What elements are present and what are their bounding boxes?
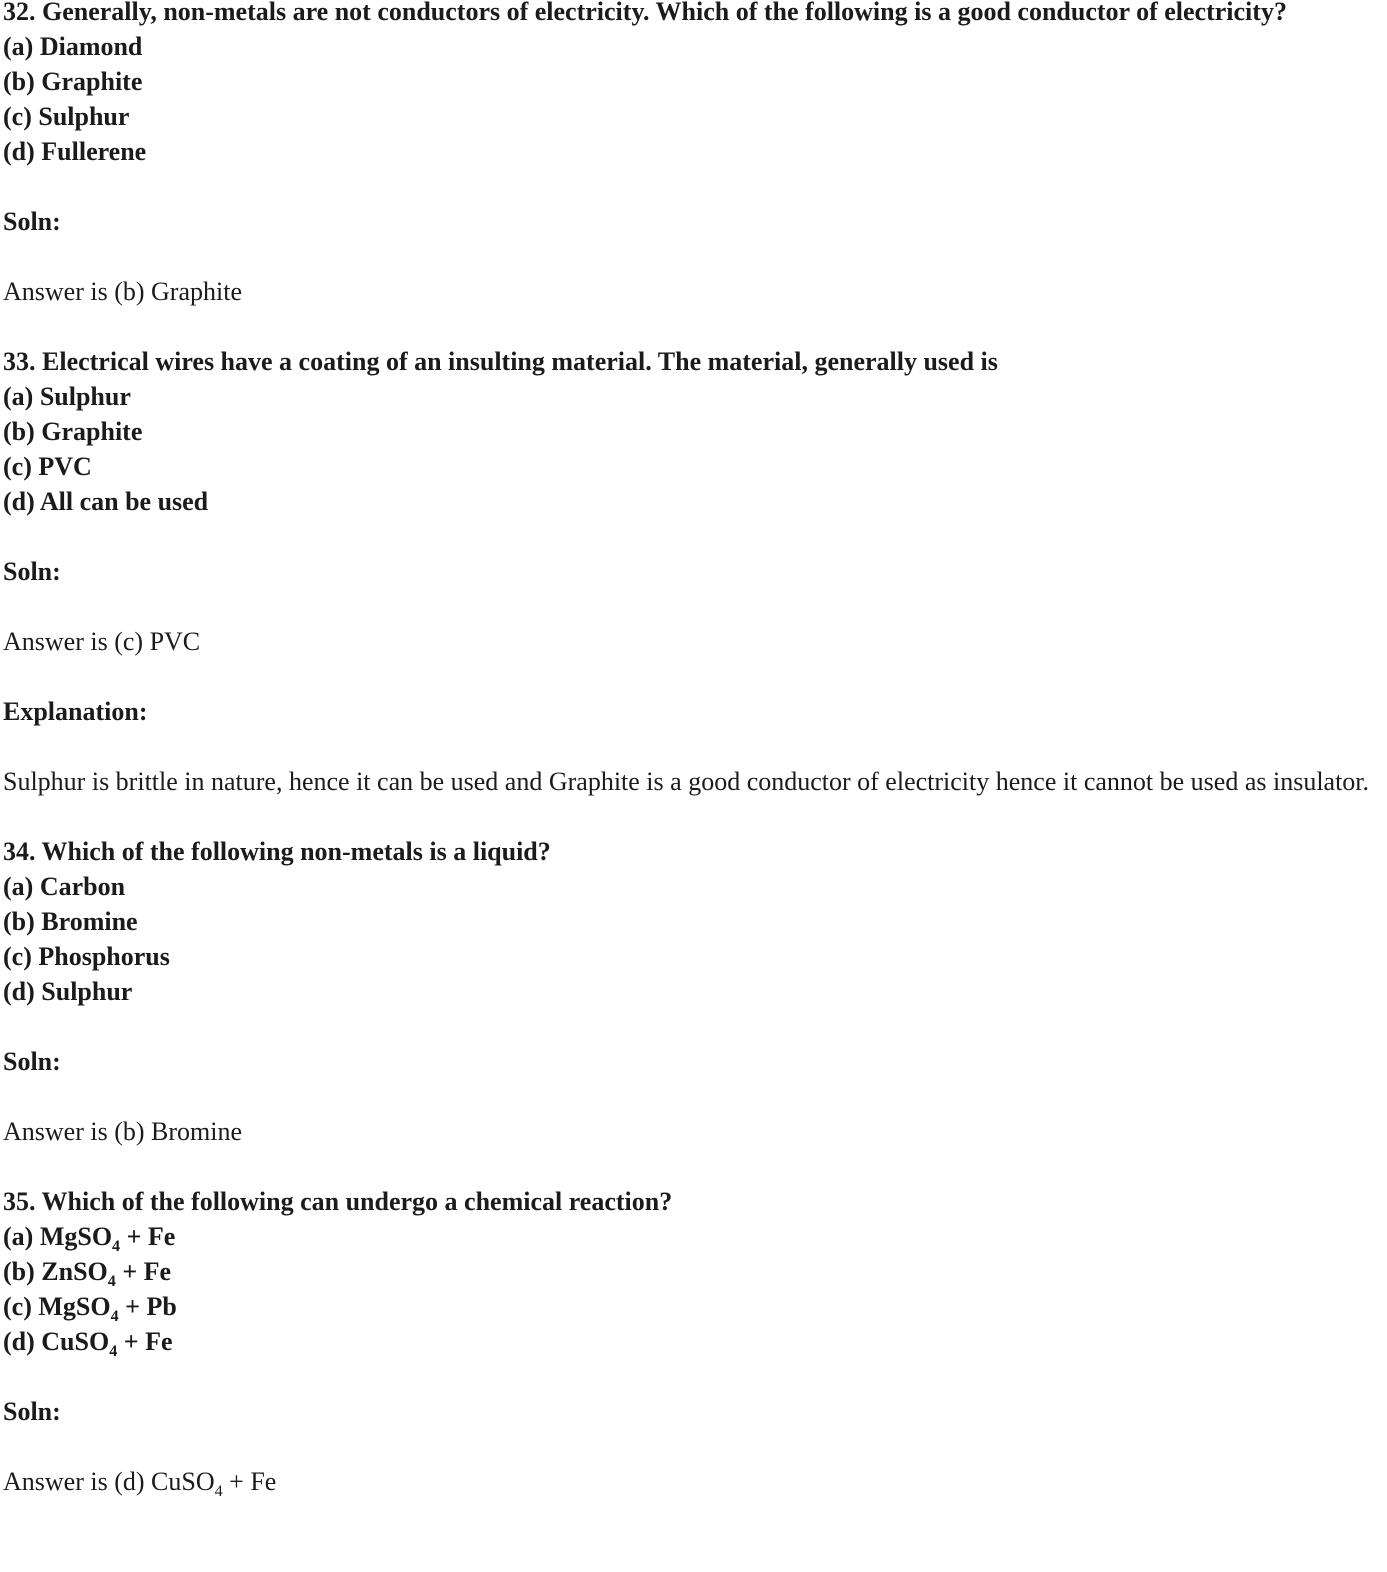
option-d: (d) Sulphur xyxy=(3,977,133,1006)
answer-text: Answer is (c) PVC xyxy=(3,627,201,656)
answer-text: Answer is (b) Bromine xyxy=(3,1117,243,1146)
soln-label: Soln: xyxy=(3,557,61,586)
explanation-text: Sulphur is brittle in nature, hence it can be used and Graphite is a good conductor of electricity hence it cannot be used as insulator. xyxy=(3,767,1370,796)
soln-label: Soln: xyxy=(3,1397,61,1426)
option-c: (c) Sulphur xyxy=(3,102,130,131)
answer-text: Answer is (b) Graphite xyxy=(3,277,242,306)
question-block-34 xyxy=(3,834,1385,1009)
option-c: (c) MgSO$_4$ + Pb xyxy=(3,1292,177,1326)
option-b: (b) ZnSO$_4$ + Fe xyxy=(3,1257,172,1291)
option-c: (c) PVC xyxy=(3,452,92,481)
option-d: (d) CuSO$_4$ + Fe xyxy=(3,1327,173,1361)
soln-block-35 xyxy=(3,1394,1385,1429)
question-text: 33. Electrical wires have a coating of an insulting material. The material, generally used is xyxy=(3,347,998,376)
soln-label: Soln: xyxy=(3,207,61,236)
explanation-block-33 xyxy=(3,764,1385,799)
option-a: (a) Sulphur xyxy=(3,382,131,411)
soln-block-32 xyxy=(3,204,1385,239)
question-text: 32. Generally, non-metals are not conductors of electricity. Which of the following is a good conductor of electricity? xyxy=(3,0,1287,26)
soln-block-33 xyxy=(3,554,1385,589)
explanation-label: Explanation: xyxy=(3,697,148,726)
question-block-33 xyxy=(3,344,1385,519)
option-a: (a) Carbon xyxy=(3,872,126,901)
option-c: (c) Phosphorus xyxy=(3,942,170,971)
option-d: (d) All can be used xyxy=(3,487,209,516)
option-b: (b) Graphite xyxy=(3,67,143,96)
soln-block-34 xyxy=(3,1044,1385,1079)
answer-block-32 xyxy=(3,274,1385,309)
answer-text: Answer is (d) CuSO$_4$ + Fe xyxy=(3,1467,277,1501)
option-a: (a) MgSO$_4$ + Fe xyxy=(3,1222,176,1256)
option-b: (b) Bromine xyxy=(3,907,138,936)
option-b: (b) Graphite xyxy=(3,417,143,446)
answer-block-35 xyxy=(3,1464,1385,1499)
question-block-35 xyxy=(3,1184,1385,1359)
option-a: (a) Diamond xyxy=(3,32,143,61)
answer-block-34 xyxy=(3,1114,1385,1149)
answer-block-33 xyxy=(3,624,1385,659)
question-block-32 xyxy=(3,0,1385,169)
question-text: 34. Which of the following non-metals is a liquid? xyxy=(3,837,551,866)
soln-label: Soln: xyxy=(3,1047,61,1076)
explanation-label-block-33 xyxy=(3,694,1385,729)
option-d: (d) Fullerene xyxy=(3,137,147,166)
question-text: 35. Which of the following can undergo a chemical reaction? xyxy=(3,1187,673,1216)
